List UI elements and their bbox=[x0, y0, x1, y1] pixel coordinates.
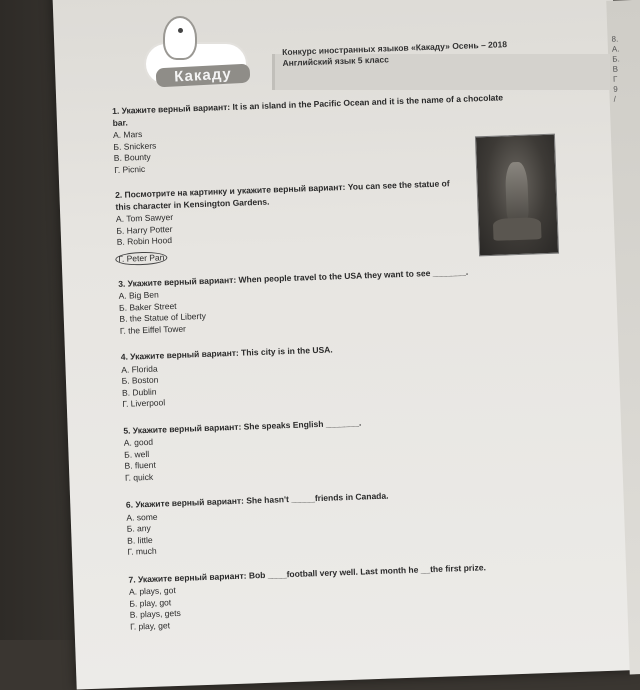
question-3 bbox=[118, 264, 540, 337]
answer-option: Г. much bbox=[127, 545, 157, 557]
question-text: 6. Укажите верный вариант: She hasn't _____friends in Canada. bbox=[125, 490, 389, 510]
side-line: 9 bbox=[613, 84, 618, 94]
question-text: 1. Укажите верный вариант: It is an island in the Pacific Ocean and it is the name of a chocolate bar. bbox=[112, 92, 504, 128]
side-line: Б. bbox=[612, 54, 620, 64]
side-line: / bbox=[613, 94, 617, 104]
side-line: 8. bbox=[611, 34, 619, 44]
answer-option: Б. well bbox=[123, 448, 150, 460]
question-text: 7. Укажите верный вариант: Bob ____football very well. Last month he __the first prize. bbox=[128, 561, 486, 585]
answer-option: Б. Harry Potter bbox=[116, 223, 173, 236]
question-text: 2. Посмотрите на картинку и укажите верный вариант: You can see the statue of this character in Kensington Gardens. bbox=[114, 178, 450, 212]
title-line-2: Английский язык 5 класс bbox=[282, 54, 390, 68]
kakadu-logo bbox=[138, 14, 253, 94]
answer-option: А. good bbox=[123, 436, 154, 448]
question-1 bbox=[112, 92, 514, 176]
answer-option: Б. any bbox=[126, 522, 151, 534]
cockatoo-icon bbox=[163, 16, 197, 60]
answer-option: Б. Baker Street bbox=[118, 300, 177, 313]
cockatoo-eye bbox=[178, 28, 183, 33]
question-5 bbox=[123, 411, 545, 484]
question-text: 5. Укажите верный вариант: She speaks English _______. bbox=[123, 416, 362, 436]
question-text: 4. Укажите верный вариант: This city is in the USA. bbox=[120, 344, 333, 362]
answer-option: А. Big Ben bbox=[118, 289, 159, 301]
title-line-1: Конкурс иностранных языков «Какаду» Осень – 2018 bbox=[282, 39, 508, 57]
side-line: А. bbox=[611, 44, 620, 54]
answer-option: Г. Picnic bbox=[114, 163, 146, 175]
question-text: 3. Укажите верный вариант: When people travel to the USA they want to see _______. bbox=[118, 266, 469, 289]
answer-option: В. fluent bbox=[124, 459, 156, 471]
answer-option: Г. Liverpool bbox=[122, 397, 166, 409]
answer-option: Б. Snickers bbox=[113, 139, 157, 152]
answer-option: В. little bbox=[126, 534, 153, 546]
answer-option: В. Robin Hood bbox=[116, 234, 173, 247]
answer-option: Б. Boston bbox=[121, 374, 159, 386]
side-line: В bbox=[612, 64, 619, 74]
answer-option: В. the Statue of Liberty bbox=[119, 310, 207, 324]
answer-option: А. Tom Sawyer bbox=[115, 211, 174, 224]
question-4 bbox=[121, 337, 543, 410]
answer-option-selected: Г. Peter Pan bbox=[115, 251, 168, 266]
questions-list bbox=[112, 90, 590, 633]
answer-option: В. Dublin bbox=[121, 386, 157, 398]
answer-option: В. plays, gets bbox=[129, 607, 181, 620]
answer-option: Б. play, got bbox=[129, 596, 172, 609]
answer-option: Г. quick bbox=[124, 471, 154, 483]
answer-option: А. Florida bbox=[121, 363, 158, 375]
answer-option: А. some bbox=[126, 511, 158, 523]
answer-option: Г. the Eiffel Tower bbox=[119, 323, 187, 336]
answer-option: В. Bounty bbox=[113, 151, 151, 163]
answer-option: Г. play, get bbox=[129, 619, 171, 632]
side-line: Г bbox=[612, 74, 618, 84]
question-2 bbox=[115, 178, 457, 266]
answer-option: А. Mars bbox=[112, 128, 143, 140]
answer-option: А. plays, got bbox=[128, 585, 176, 597]
question-6 bbox=[126, 485, 558, 558]
logo-text: Какаду bbox=[156, 64, 251, 88]
